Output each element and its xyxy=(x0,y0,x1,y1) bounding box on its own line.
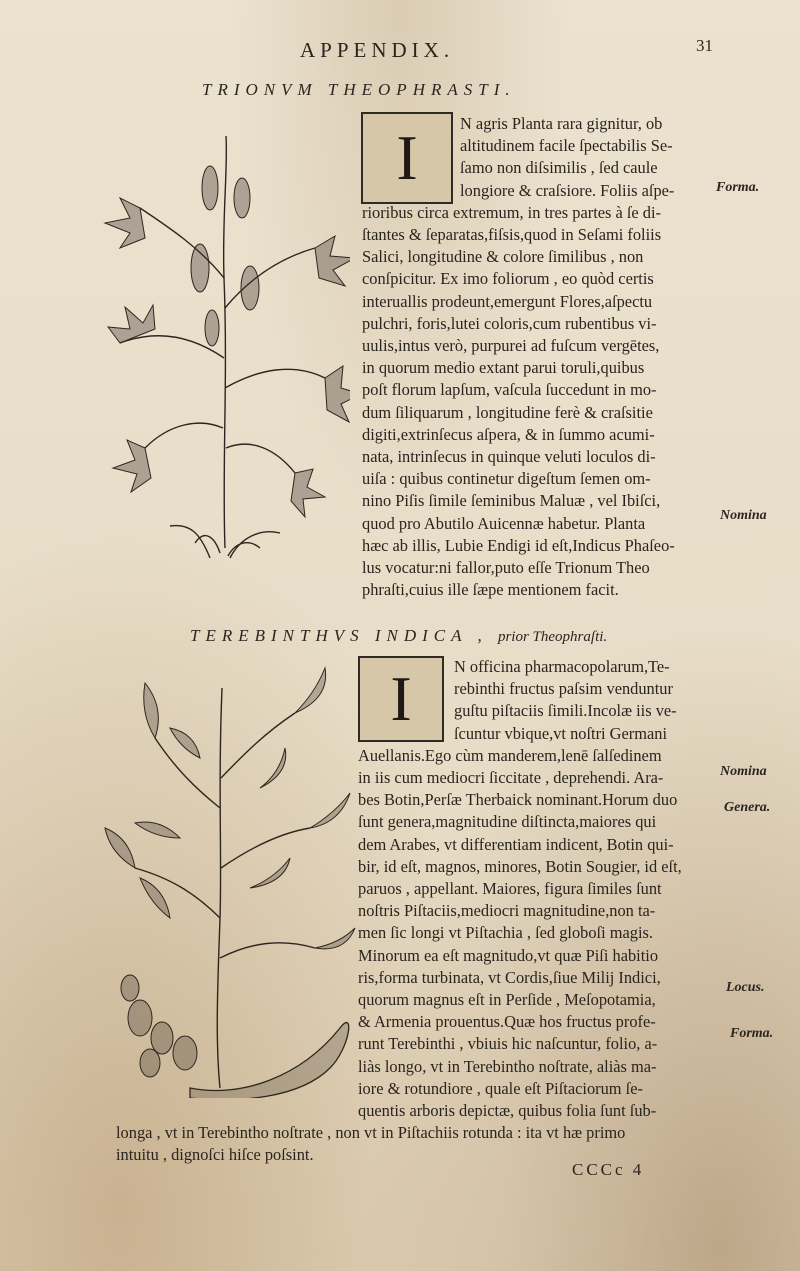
text-line: guſtu piſtaciis ſimili.Incolæ iis ve- xyxy=(454,701,677,721)
text-line: quod pro Abutilo Auicennæ habetur. Planta xyxy=(362,513,646,533)
text-line: hæc ab illis, Lubie Endigi id eſt,Indicus Phaſeo- xyxy=(362,535,675,555)
text-line: altitudinem facile ſpectabilis Se- xyxy=(460,136,673,156)
text-line: uiſa : quibus continetur digeſtum ſemen om- xyxy=(362,469,651,489)
text-line: Minorum ea eſt magnitudo,vt quæ Piſi habitio xyxy=(358,945,659,965)
trionum-plant-woodcut xyxy=(100,128,350,568)
dropcap-section1: I xyxy=(361,112,453,204)
text-line: liàs longo, vt in Terebintho noſtrate, aliàs ma- xyxy=(358,1056,657,1076)
section-title-trionum: TRIONVM THEOPHRASTI. xyxy=(202,80,516,99)
title-sub: prior Theophraſti. xyxy=(497,629,608,645)
section1-body xyxy=(362,113,675,601)
section2-tail xyxy=(116,1122,625,1166)
margin-note-forma-2: Forma. xyxy=(730,1026,774,1041)
text-line: digiti,extrinſecus aſpera, & in ſummo acumi- xyxy=(362,424,655,444)
text-line: interuallis prodeunt,emergunt Flores,aſpectu xyxy=(362,291,653,311)
text-line: dem Arabes, vt differentiam indicent, Botin qui- xyxy=(358,834,674,854)
margin-note-locus: Locus. xyxy=(726,980,765,995)
section-title-terebinthus xyxy=(190,626,607,646)
text-line: bir, id eſt, magnos, minores, Botin Sougier, id eſt, xyxy=(358,856,682,876)
dropcap-section2: I xyxy=(358,656,444,742)
text-line: ſtantes & ſeparatas,fiſsis,quod in Seſami foliis xyxy=(362,225,662,245)
text-line: N agris Planta rara gignitur, ob xyxy=(460,114,663,133)
text-line: ſunt genera,magnitudine diſtincta,maiores qui xyxy=(358,812,657,832)
margin-note-nomina-2: Nomina xyxy=(720,764,767,779)
text-line: iore & rotundiore , quale eſt Piſtaciorum ſe- xyxy=(358,1078,643,1098)
text-line: nino Piſis ſimile ſeminibus Maluæ , vel Ibiſci, xyxy=(362,491,661,511)
text-line: dum ſiliquarum , longitudine ferè & craſsitie xyxy=(362,402,653,422)
text-line: quorum magnus eſt in Perſide , Meſopotamia, xyxy=(358,990,656,1010)
text-line: ſamo non diſsimilis , ſed caule xyxy=(460,158,658,178)
text-line: poſt florum lapſum, vaſcula ſuccedunt in mo- xyxy=(362,380,657,400)
text-line: & Armenia prouentus.Quæ hos fructus profe- xyxy=(358,1012,656,1032)
text-line: N officina pharmacopolarum,Te- xyxy=(454,657,670,676)
text-line: men ſic longi vt Piſtachia , ſed globoſi magis. xyxy=(358,923,653,943)
text-line: quentis arboris depictæ, quibus folia ſunt ſub- xyxy=(358,1101,657,1121)
text-line: longa , vt in Terebintho noſtrate , non vt in Piſtachiis rotunda : ita vt hæ primo xyxy=(116,1123,626,1142)
text-line: bes Botin,Perſæ Therbaick nominant.Horum duo xyxy=(358,790,678,810)
margin-note-genera: Genera. xyxy=(724,800,771,815)
section2-body xyxy=(358,656,682,1122)
text-line: noſtris Piſtaciis,mediocri magnitudine,non ta- xyxy=(358,901,656,921)
text-line: Auellanis.Ego cùm manderem,lenē ſalſedinem xyxy=(358,745,662,765)
text-line: intuitu , dignoſci hiſce poſsint. xyxy=(116,1145,314,1165)
text-line: lus vocatur:ni fallor,puto eſſe Trionum Theo xyxy=(362,558,650,578)
text-line: ris,forma turbinata, vt Cordis,ſiue Milij Indici, xyxy=(358,967,661,987)
text-line: rebinthi fructus paſsim venduntur xyxy=(454,679,673,699)
title-main: TEREBINTHVS INDICA , xyxy=(190,626,488,645)
text-line: runt Terebinthi , vbiuis hic naſcuntur, folio, a- xyxy=(358,1034,658,1054)
text-line: Salici, longitudine & colore ſimilibus , non xyxy=(362,247,644,267)
running-title: APPENDIX. xyxy=(300,38,455,62)
margin-note-nomina: Nomina xyxy=(720,508,767,523)
signature-mark: CCCc 4 xyxy=(572,1160,645,1179)
text-line: conſpicitur. Ex imo foliorum , eo quòd certis xyxy=(362,269,654,289)
text-line: uulis,intus verò, purpurei ad fuſcum vergētes, xyxy=(362,336,660,356)
margin-note-forma: Forma. xyxy=(716,180,760,195)
page-number: 31 xyxy=(696,36,713,55)
terebinthus-tree-woodcut xyxy=(100,658,360,1098)
text-line: pulchri, foris,lutei coloris,cum rubentibus vi- xyxy=(362,313,657,333)
text-line: rioribus circa extremum, in tres partes à ſe di- xyxy=(362,202,662,222)
text-line: paruos , appellant. Maiores, figura ſimiles ſunt xyxy=(358,879,662,899)
text-line: longiore & craſsiore. Foliis aſpe- xyxy=(460,180,675,200)
text-line: in iis cum mediocri ſiccitate , deprehendi. Ara- xyxy=(358,768,664,788)
text-line: ſcuntur vbique,vt noſtri Germani xyxy=(454,723,668,743)
text-line: phraſti,cuius ille ſæpe mentionem facit. xyxy=(362,580,619,600)
text-line: nata, intrinſecus in quinque veluti loculos di- xyxy=(362,447,656,467)
text-line: in quorum medio extant parui toruli,quibus xyxy=(362,358,645,378)
